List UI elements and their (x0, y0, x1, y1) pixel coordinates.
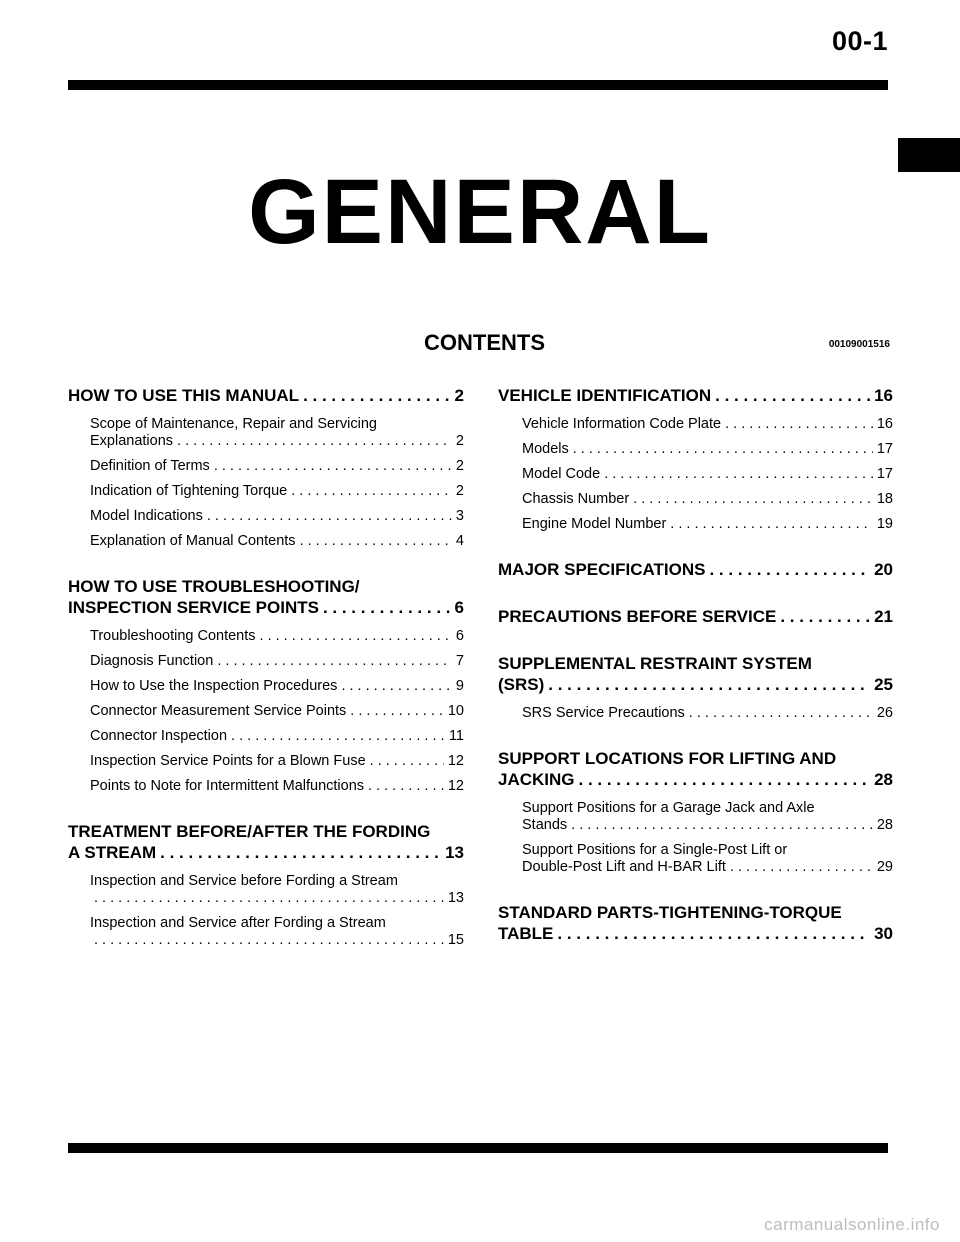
toc-entry-title-line: STANDARD PARTS-TIGHTENING-TORQUE (498, 903, 842, 922)
chapter-title: GENERAL (248, 161, 712, 263)
toc-entry-label: MAJOR SPECIFICATIONS (498, 560, 706, 579)
toc-entry[interactable] (68, 416, 464, 450)
toc-entry[interactable] (68, 458, 464, 475)
toc-page-number: 20 (874, 560, 893, 579)
dot-leader (604, 466, 873, 483)
dot-leader (260, 628, 452, 645)
toc-page-number: 15 (447, 932, 464, 948)
toc-page-number: 19 (876, 516, 893, 532)
dot-leader (689, 705, 873, 722)
toc-entry-title-line: Support Positions for a Garage Jack and Axle (522, 800, 815, 816)
toc-section[interactable] (498, 385, 893, 406)
toc-page-number: 25 (874, 675, 893, 694)
toc-section[interactable] (68, 576, 464, 618)
toc-page-number: 29 (876, 859, 893, 875)
dot-leader (571, 817, 873, 834)
toc-section[interactable] (68, 385, 464, 406)
toc-page-number: 10 (447, 703, 464, 719)
toc-entry-label: Connector Inspection (90, 728, 228, 744)
toc-entry-label: INSPECTION SERVICE POINTS (68, 598, 319, 617)
toc-entry-label: Indication of Tightening Torque (90, 483, 288, 499)
toc-entry-label: HOW TO USE THIS MANUAL (68, 386, 300, 405)
toc-entry[interactable] (68, 915, 464, 949)
bottom-rule (68, 1143, 888, 1153)
toc-entry[interactable] (498, 800, 893, 834)
toc-entry-title-line: TREATMENT BEFORE/AFTER THE FORDING (68, 822, 431, 841)
toc-entry-label: SRS Service Precautions (522, 705, 685, 721)
toc-page-number: 11 (448, 728, 464, 744)
toc-page-number: 13 (447, 890, 464, 906)
toc-page-number: 16 (874, 386, 893, 405)
toc-entry-label: Definition of Terms (90, 458, 210, 474)
top-rule (68, 80, 888, 90)
toc-entry-label: TABLE (498, 924, 554, 943)
toc-page-number: 16 (876, 416, 893, 432)
toc-entry-label: Diagnosis Function (90, 653, 214, 669)
contents-code: 00109001516 (828, 339, 890, 350)
dot-leader (323, 597, 451, 618)
toc-entry-title-line: Inspection and Service before Fording a Stream (90, 873, 398, 889)
toc-page-number: 26 (876, 705, 893, 721)
toc-entry-label: Engine Model Number (522, 516, 667, 532)
dot-leader (214, 458, 452, 475)
dot-leader (370, 753, 444, 770)
toc-entry-label: (SRS) (498, 675, 545, 694)
dot-leader (368, 778, 444, 795)
dot-leader (303, 385, 450, 406)
toc-page-number: 28 (874, 770, 893, 789)
toc-entry-label: Vehicle Information Code Plate (522, 416, 722, 432)
dot-leader (94, 932, 444, 949)
toc-page-number: 2 (455, 458, 464, 474)
toc-page-number: 4 (455, 533, 464, 549)
toc-page-number: 6 (454, 598, 464, 617)
toc-entry[interactable] (498, 416, 893, 433)
dot-leader (341, 678, 451, 695)
toc-entry-label: Troubleshooting Contents (90, 628, 256, 644)
dot-leader (177, 433, 452, 450)
toc-section[interactable] (498, 748, 893, 790)
toc-page-number: 13 (445, 843, 464, 862)
toc-entry[interactable] (498, 441, 893, 458)
dot-leader (780, 606, 870, 627)
toc-entry-label: A STREAM (68, 843, 157, 862)
dot-leader (670, 516, 873, 533)
toc-entry[interactable] (68, 778, 464, 795)
toc-page-number: 6 (455, 628, 464, 644)
toc-entry[interactable] (68, 703, 464, 720)
dot-leader (350, 703, 444, 720)
dot-leader (730, 859, 873, 876)
toc-page-number: 7 (455, 653, 464, 669)
toc-section[interactable] (498, 653, 893, 695)
toc-entry[interactable] (68, 678, 464, 695)
toc-entry-label: Explanation of Manual Contents (90, 533, 296, 549)
dot-leader (709, 559, 870, 580)
dot-leader (725, 416, 873, 433)
toc-page-number: 9 (455, 678, 464, 694)
toc-entry[interactable] (68, 873, 464, 907)
toc-section[interactable] (498, 606, 893, 627)
toc-entry-label: Double-Post Lift and H-BAR Lift (522, 859, 726, 875)
toc-entry[interactable] (498, 516, 893, 533)
toc-entry[interactable] (68, 753, 464, 770)
toc-page-number: 30 (874, 924, 893, 943)
toc-entry[interactable] (68, 628, 464, 645)
toc-page-number: 2 (455, 433, 464, 449)
toc-entry-title-line: SUPPLEMENTAL RESTRAINT SYSTEM (498, 654, 812, 673)
toc-page-number: 2 (454, 386, 464, 405)
watermark: carmanualsonline.info (764, 1215, 940, 1234)
dot-leader (633, 491, 873, 508)
dot-leader (160, 842, 441, 863)
toc-entry-title-line: Support Positions for a Single-Post Lift or (522, 842, 788, 858)
toc-entry-label: Inspection Service Points for a Blown Fuse (90, 753, 366, 769)
dot-leader (291, 483, 452, 500)
toc-page-number: 12 (447, 778, 464, 794)
toc-entry[interactable] (68, 508, 464, 525)
toc-section[interactable] (498, 902, 893, 944)
toc-entry[interactable] (498, 705, 893, 722)
toc-page-number: 17 (876, 466, 893, 482)
dot-leader (207, 508, 452, 525)
toc-entry-label: How to Use the Inspection Procedures (90, 678, 338, 694)
toc-entry-label: Model Indications (90, 508, 203, 524)
toc-entry[interactable] (498, 491, 893, 508)
toc-entry-label: PRECAUTIONS BEFORE SERVICE (498, 607, 777, 626)
toc-entry[interactable] (498, 466, 893, 483)
toc-entry[interactable] (68, 483, 464, 500)
toc-page-number: 28 (876, 817, 893, 833)
dot-leader (217, 653, 452, 670)
toc-page-number: 2 (455, 483, 464, 499)
toc-entry-title-line: Inspection and Service after Fording a Stream (90, 915, 386, 931)
toc-page-number: 17 (876, 441, 893, 457)
toc-entry[interactable] (68, 653, 464, 670)
dot-leader (557, 923, 870, 944)
dot-leader (548, 674, 870, 695)
page-number: 00-1 (831, 26, 888, 56)
contents-heading: CONTENTS (424, 330, 545, 355)
toc-entry-label: Points to Note for Intermittent Malfunctions (90, 778, 365, 794)
toc-entry-title-line: HOW TO USE TROUBLESHOOTING/ (68, 577, 360, 596)
dot-leader (94, 890, 444, 907)
toc-page-number: 21 (874, 607, 893, 626)
dot-leader (715, 385, 870, 406)
toc-entry[interactable] (68, 728, 464, 745)
toc-entry[interactable] (68, 533, 464, 550)
toc-entry-label: Model Code (522, 466, 601, 482)
toc-entry-label: Stands (522, 817, 568, 833)
toc-section[interactable] (498, 559, 893, 580)
dot-leader (300, 533, 452, 550)
toc-entry-title-line: Scope of Maintenance, Repair and Servicing (90, 416, 377, 432)
dot-leader (573, 441, 873, 458)
toc-entry-label: Connector Measurement Service Points (90, 703, 347, 719)
toc-entry-label: Chassis Number (522, 491, 630, 507)
toc-page-number: 18 (876, 491, 893, 507)
toc-entry[interactable] (498, 842, 893, 876)
toc-entry-label: Models (522, 441, 569, 457)
toc-entry-title-line: SUPPORT LOCATIONS FOR LIFTING AND (498, 749, 837, 768)
toc-section[interactable] (68, 821, 464, 863)
toc-left-column (68, 385, 464, 949)
toc-right-column (498, 385, 893, 944)
toc-entry-label: Explanations (90, 433, 174, 449)
toc-page-number: 3 (455, 508, 464, 524)
toc-entry-label: JACKING (498, 770, 575, 789)
dot-leader (579, 769, 871, 790)
dot-leader (231, 728, 445, 745)
toc-page-number: 12 (447, 753, 464, 769)
toc-entry-label: VEHICLE IDENTIFICATION (498, 386, 712, 405)
